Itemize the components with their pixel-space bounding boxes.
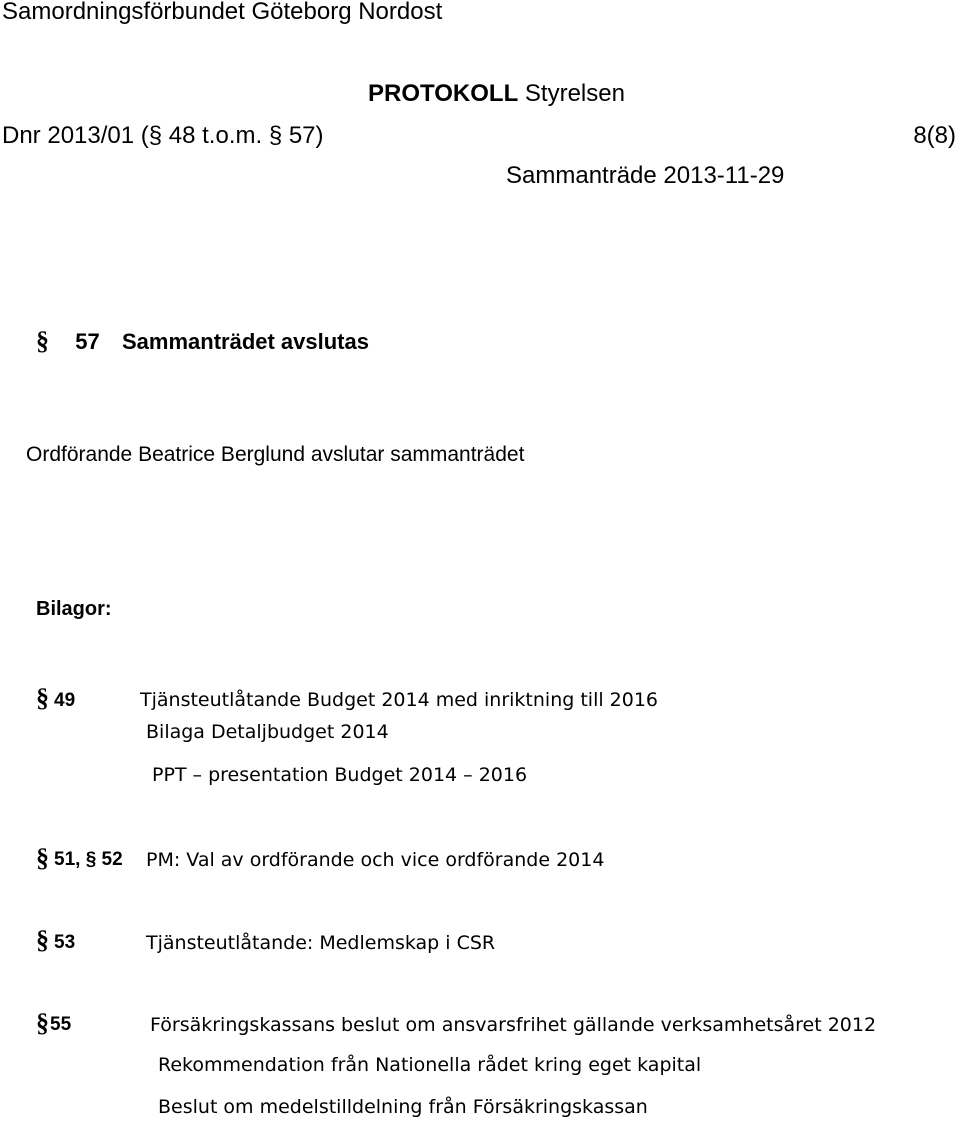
attachment-line: Beslut om medelstilldelning från Försäkringskassan [158, 1096, 648, 1118]
organization-name: Samordningsförbundet Göteborg Nordost [2, 0, 443, 25]
attachment-number: 49 [54, 690, 76, 711]
attachment-line: Rekommendation från Nationella rådet kring eget kapital [158, 1054, 702, 1076]
page-number: 8(8) [913, 122, 956, 149]
section-number: 57 [75, 329, 100, 354]
meeting-date: Sammanträde 2013-11-29 [506, 162, 785, 189]
attachment-line: Tjänsteutlåtande: Medlemskap i CSR [146, 932, 496, 954]
paragraph-symbol: § [36, 843, 49, 872]
protocol-board: Styrelsen [524, 80, 625, 107]
section-heading [36, 326, 369, 356]
attachment-line: Försäkringskassans beslut om ansvarsfrihet gällande verksamhetsåret 2012 [150, 1014, 877, 1036]
attachment-number: 53 [54, 932, 76, 953]
protocol-label: PROTOKOLL [368, 80, 519, 107]
attachment-line: Tjänsteutlåtande Budget 2014 med inriktning till 2016 [140, 689, 659, 711]
paragraph-symbol: § [36, 1008, 49, 1037]
paragraph-symbol: § [36, 683, 49, 712]
paragraph-symbol: § [36, 925, 49, 954]
attachment-line: PM: Val av ordförande och vice ordförande 2014 [146, 849, 605, 871]
attachment-line: Bilaga Detaljbudget 2014 [146, 721, 389, 743]
attachment-line: PPT – presentation Budget 2014 – 2016 [152, 764, 528, 786]
section-text: Ordförande Beatrice Berglund avslutar sammanträdet [26, 443, 525, 466]
dnr-reference: Dnr 2013/01 (§ 48 t.o.m. § 57) [2, 122, 324, 149]
attachments-heading: Bilagor: [36, 598, 112, 620]
attachment-number: 51, § 52 [54, 849, 123, 870]
attachment-number: 55 [50, 1014, 72, 1035]
protocol-title [368, 80, 625, 108]
section-title: Sammanträdet avslutas [121, 329, 369, 354]
paragraph-symbol: § [36, 326, 49, 355]
